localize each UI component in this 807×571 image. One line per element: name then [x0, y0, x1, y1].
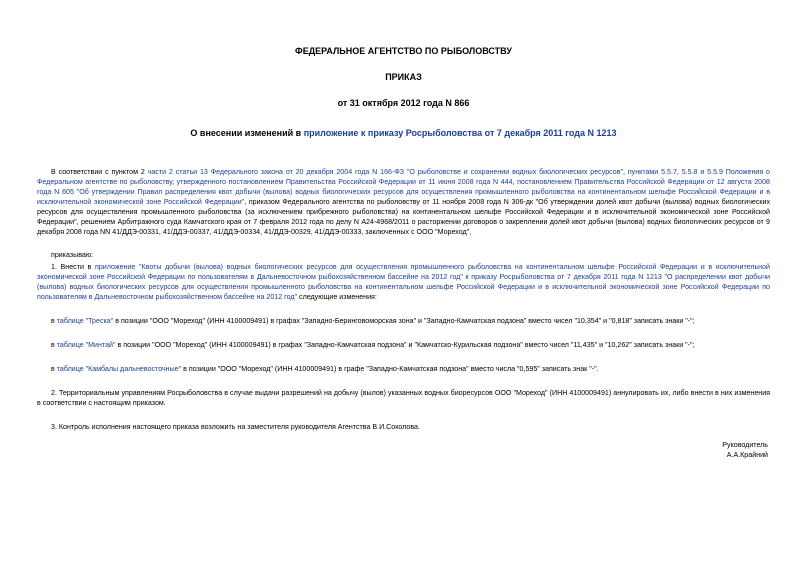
preamble-text-1: В соответствии с пунктом 2: [51, 168, 148, 176]
change-cod: [37, 316, 770, 326]
regulation-link[interactable]: пунктами 5.5.7, 5.5.8 и 5.5.9 Положения о Федеральном агентстве по рыболовству, утвержденного постановлением Правительства Российской Федерации от 11 июня 2008 года N 444: [37, 168, 770, 186]
table-pollock-link[interactable]: таблице "Минтай": [56, 341, 116, 349]
item-1-paragraph: [37, 262, 770, 302]
signatory-title: Руководитель: [722, 441, 768, 449]
document-subject: [37, 128, 770, 139]
change-flounder-pre: в: [51, 365, 57, 373]
change-cod-pre: в: [51, 317, 57, 325]
preamble-text-3: ,: [512, 178, 518, 186]
change-flounder: [37, 364, 770, 374]
change-pollock-text: в позиции "ООО "Мореход" (ИНН 4100009491) в графах "Западно-Камчатская подзона" и "Камчатско-Курильская подзона" вместо чисел "11,435" и "10,262" записать знаки "-";: [115, 341, 695, 349]
preamble-paragraph: [37, 167, 770, 237]
signatory-name: А.А.Крайний: [726, 451, 768, 459]
document-date: от 31 октября 2012 года N 866: [337, 98, 470, 108]
subject-link[interactable]: приложение к приказу Росрыболовства от 7 декабря 2011 года N 1213: [303, 128, 617, 138]
table-flounder-link[interactable]: таблице "Камбалы дальневосточные": [56, 365, 182, 373]
item-1-text-1: 1. Внести в: [51, 263, 95, 271]
agency-title: ФЕДЕРАЛЬНОЕ АГЕНТСТВО ПО РЫБОЛОВСТВУ: [295, 46, 512, 56]
signature-block: [722, 440, 768, 460]
item-3-paragraph: 3. Контроль исполнения настоящего приказа возложить на заместителя руководителя Агентства В.И.Соколова.: [51, 423, 420, 431]
preamble-text-4: , приказом Федерального агентства по рыболовству от 11 ноября 2008 года N 306-дк "Об утверждении долей квот добычи (вылова) водных биологических ресурсов для осуществления промышленного рыболовства (за исключением прибрежного рыболовства) на континентальном шельфе Российской Федерации и в исключительной экономической зоне Российской Федерации", решением Арбитражного суда Камчатского края от 7 февраля 2012 года по делу N А24-4968/2011 о расторжении договоров о закреплении долей квот добычи (вылова) водных биологических ресурсов от 9 декабря 2008 года NN 41/ДДЭ-00331, 41/ДДЭ-00337, 41/ДДЭ-00334, 41/ДДЭ-00329, 41/ДДЭ-00333, заключенных с ООО "Мореход",: [37, 198, 770, 236]
item-1-text-2: следующие изменения:: [297, 293, 377, 301]
preamble-text-2: ,: [623, 168, 628, 176]
subject-text: О внесении изменений в: [190, 128, 304, 138]
change-pollock-pre: в: [51, 341, 57, 349]
table-cod-link[interactable]: таблице "Треска": [56, 317, 114, 325]
change-cod-text: в позиции "ООО "Мореход" (ИНН 4100009491) в графах "Западно-Беринговоморская зона" и "Западно-Камчатская подзона" вместо чисел "10,354" и "0,818" записать знаки "-";: [113, 317, 695, 325]
law-link[interactable]: части 2 статьи 13 Федерального закона от 20 декабря 2004 года N 166-ФЗ "О рыболовстве и сохранении водных биологических ресурсов": [147, 168, 623, 176]
item-2-paragraph: 2. Территориальным управлениям Росрыболовства в случае выдачи разрешений на добычу (вылов) указанных водных биоресурсов ООО "Мореход" (ИНН 4100009491) аннулировать их, либо внести в них изменения в соответствии с настоящим приказом.: [37, 389, 770, 407]
decree-link[interactable]: постановлением Правительства Российской Федерации от 12 августа 2008 года N 605 "Об утверждении Правил распределения квот добычи (вылова) водных биологических ресурсов для осуществления промышленного рыболовства на континентальном шельфе Российской Федерации и в исключительной экономической зоне Российской Федерации": [37, 178, 770, 206]
change-pollock: [37, 340, 770, 350]
change-flounder-text: в позиции "ООО "Мореход" (ИНН 4100009491) в графе "Западно-Камчатская подзона" вместо числа "0,595" записать знак "-".: [181, 365, 599, 373]
order-word: приказываю:: [51, 251, 94, 259]
document-type: ПРИКАЗ: [385, 72, 422, 82]
appendix-link[interactable]: приложение "Квоты добычи (вылова) водных биологических ресурсов для осуществления промышленного рыболовства на континентальном шельфе Российской Федерации и в исключительной экономической зоне Российской Федерации по пользователям в Дальневосточном рыбохозяйственном бассейне на 2012 год" к приказу Росрыболовства от 7 декабря 2011 года N 1213 "О распределении квот добычи (вылова) водных биологических ресурсов для осуществления промышленного рыболовства на континентальном шельфе Российской Федерации и в исключительной экономической зоне Российской Федерации по пользователям в Дальневосточном рыбохозяйственном бассейне на 2012 год": [37, 263, 770, 301]
